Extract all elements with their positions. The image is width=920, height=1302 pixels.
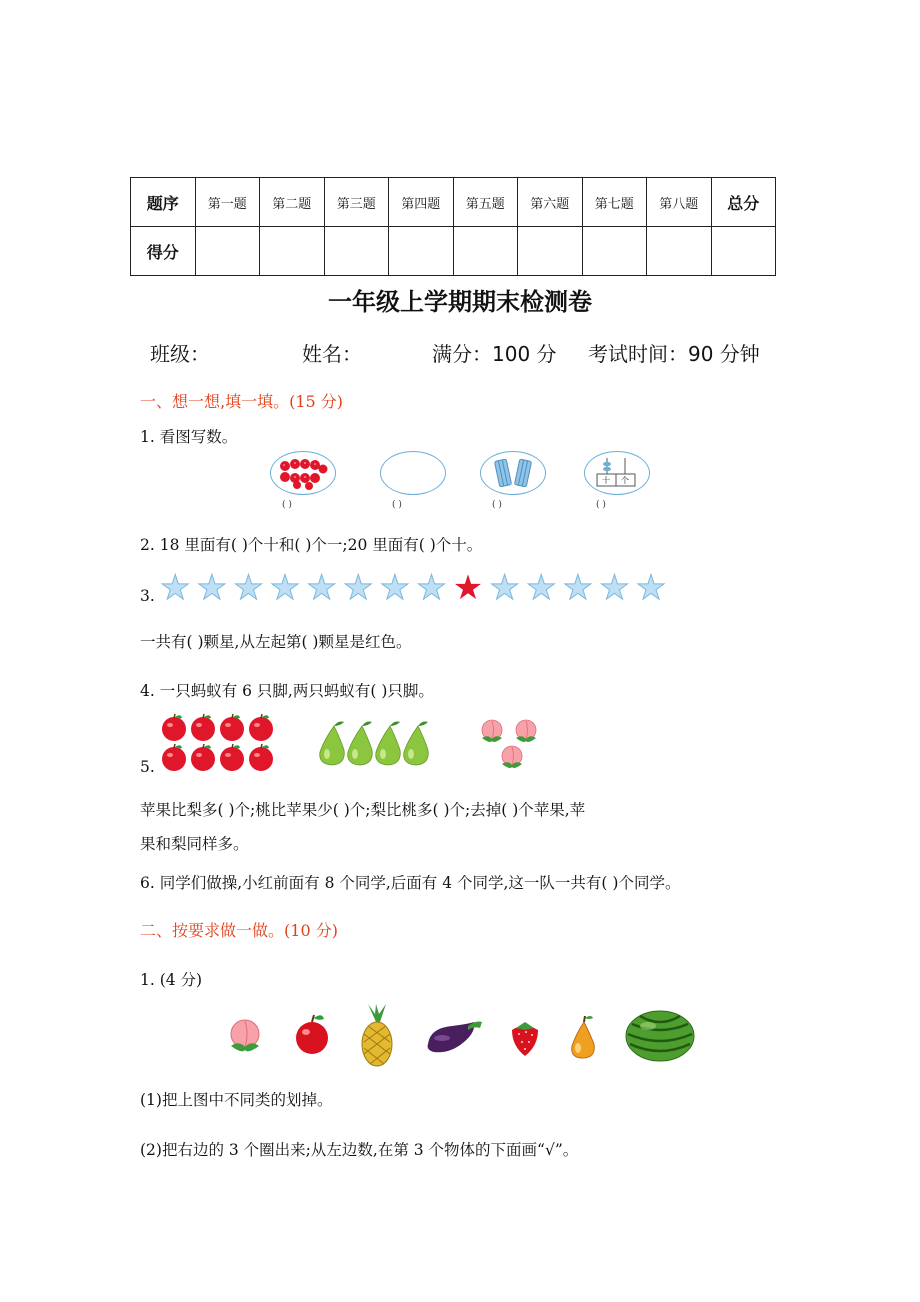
q5-text-line1: 苹果比梨多( )个;桃比苹果少( )个;梨比桃多( )个;去掉( )个苹果,苹 [140,801,586,819]
star-icon: ★ [379,568,411,608]
section2-q1: 1. (4 分) [140,971,203,989]
score-cell[interactable] [195,227,260,276]
score-cell[interactable] [324,227,389,276]
strawberry-icon [512,1022,538,1056]
peach-icon [231,1020,259,1051]
q4-text: 4. 一只蚂蚁有 6 只脚,两只蚂蚁有( )只脚。 [140,682,434,700]
red-star-icon: ★ [452,568,484,608]
q3-number: 3. [140,587,155,605]
empty-plate [380,451,446,495]
score-cell[interactable] [260,227,325,276]
abacus-icon [585,452,649,494]
score-cell[interactable] [518,227,583,276]
apples-icon [160,712,276,774]
star-icon: ★ [416,568,447,608]
q5-number: 5. [140,758,155,776]
section2-sub1: (1)把上图中不同类的划掉。 [140,1091,333,1109]
eggplant-icon [428,1022,482,1053]
section2-sub2: (2)把右边的 3 个圈出来;从左边数,在第 3 个物体的下面画“√”。 [140,1141,579,1159]
score-row-label: 得分 [131,227,196,276]
star-icon: ★ [306,568,337,608]
score-header-cell: 第八题 [647,178,712,227]
apple-icon [296,1015,328,1054]
q3-text: 一共有( )颗星,从左起第( )颗星是红色。 [140,633,412,651]
score-cell[interactable] [647,227,712,276]
star-icon: ★ [269,568,301,608]
star-icon: ★ [233,568,264,608]
score-header-cell: 第二题 [260,178,325,227]
star-icon: ★ [489,568,520,608]
star-icon: ★ [343,568,374,608]
q6-text: 6. 同学们做操,小红前面有 8 个同学,后面有 4 个同学,这一队一共有( )个同学。 [140,874,681,892]
score-header-cell: 第三题 [324,178,389,227]
section1-heading [140,389,343,412]
score-table [130,177,776,276]
score-header-cell: 第一题 [195,178,260,227]
fruit-row [224,1004,700,1068]
q1-answer-blank[interactable]: ( ) [596,500,606,510]
watermelon-icon [626,1011,694,1061]
abacus-plate [584,451,650,495]
q2-text: 2. 18 里面有( )个十和( )个一;20 里面有( )个十。 [140,536,483,554]
q1-text: 1. 看图写数。 [140,428,238,446]
score-header-cell: 题序 [131,178,196,227]
section2-heading-text: 二、按要求做一做。 [140,921,285,940]
score-header-cell: 第七题 [582,178,647,227]
score-header-cell: 第六题 [518,178,583,227]
peaches-icon [478,716,550,774]
star-icon: ★ [599,568,630,608]
pears-icon [316,718,436,768]
q1-answer-blank[interactable]: ( ) [492,500,502,510]
page-title: 一年级上学期期末检测卷 [328,288,592,316]
pear-icon [572,1016,595,1058]
star-icon: ★ [562,568,594,608]
score-header-cell: 第五题 [453,178,518,227]
star-icon: ★ [526,568,557,608]
section1-points: (15 分) [289,392,344,411]
q1-answer-blank[interactable]: ( ) [392,500,402,510]
section2-heading [140,918,338,941]
score-cell[interactable] [711,227,776,276]
name-label: 姓名： [302,342,362,366]
q1-answer-blank[interactable]: ( ) [282,500,292,510]
exam-time-label: 考试时间：90 分钟 [588,342,760,366]
stick-bundles-icon [481,452,545,494]
abacus-ones-label: 个 [621,476,629,485]
star-icon: ★ [160,568,191,608]
q5-text-line2: 果和梨同样多。 [140,835,249,853]
score-header-cell: 总分 [711,178,776,227]
score-cell[interactable] [453,227,518,276]
stick-bundle-plate [480,451,546,495]
score-table-score-row [131,227,776,276]
score-cell[interactable] [582,227,647,276]
abacus-tens-label: 十 [602,476,610,485]
pineapple-icon [362,1004,392,1066]
score-table-header-row [131,178,776,227]
class-label: 班级： [150,342,210,366]
section2-points: (10 分) [284,921,338,940]
star-icon: ★ [635,568,667,608]
strawberries-icon [271,452,335,494]
full-score-label: 满分：100 分 [432,342,557,366]
star-icon: ★ [196,568,228,608]
score-header-cell: 第四题 [389,178,454,227]
score-cell[interactable] [389,227,454,276]
section1-heading-text: 一、想一想,填一填。 [140,392,290,411]
strawberry-plate [270,451,336,495]
